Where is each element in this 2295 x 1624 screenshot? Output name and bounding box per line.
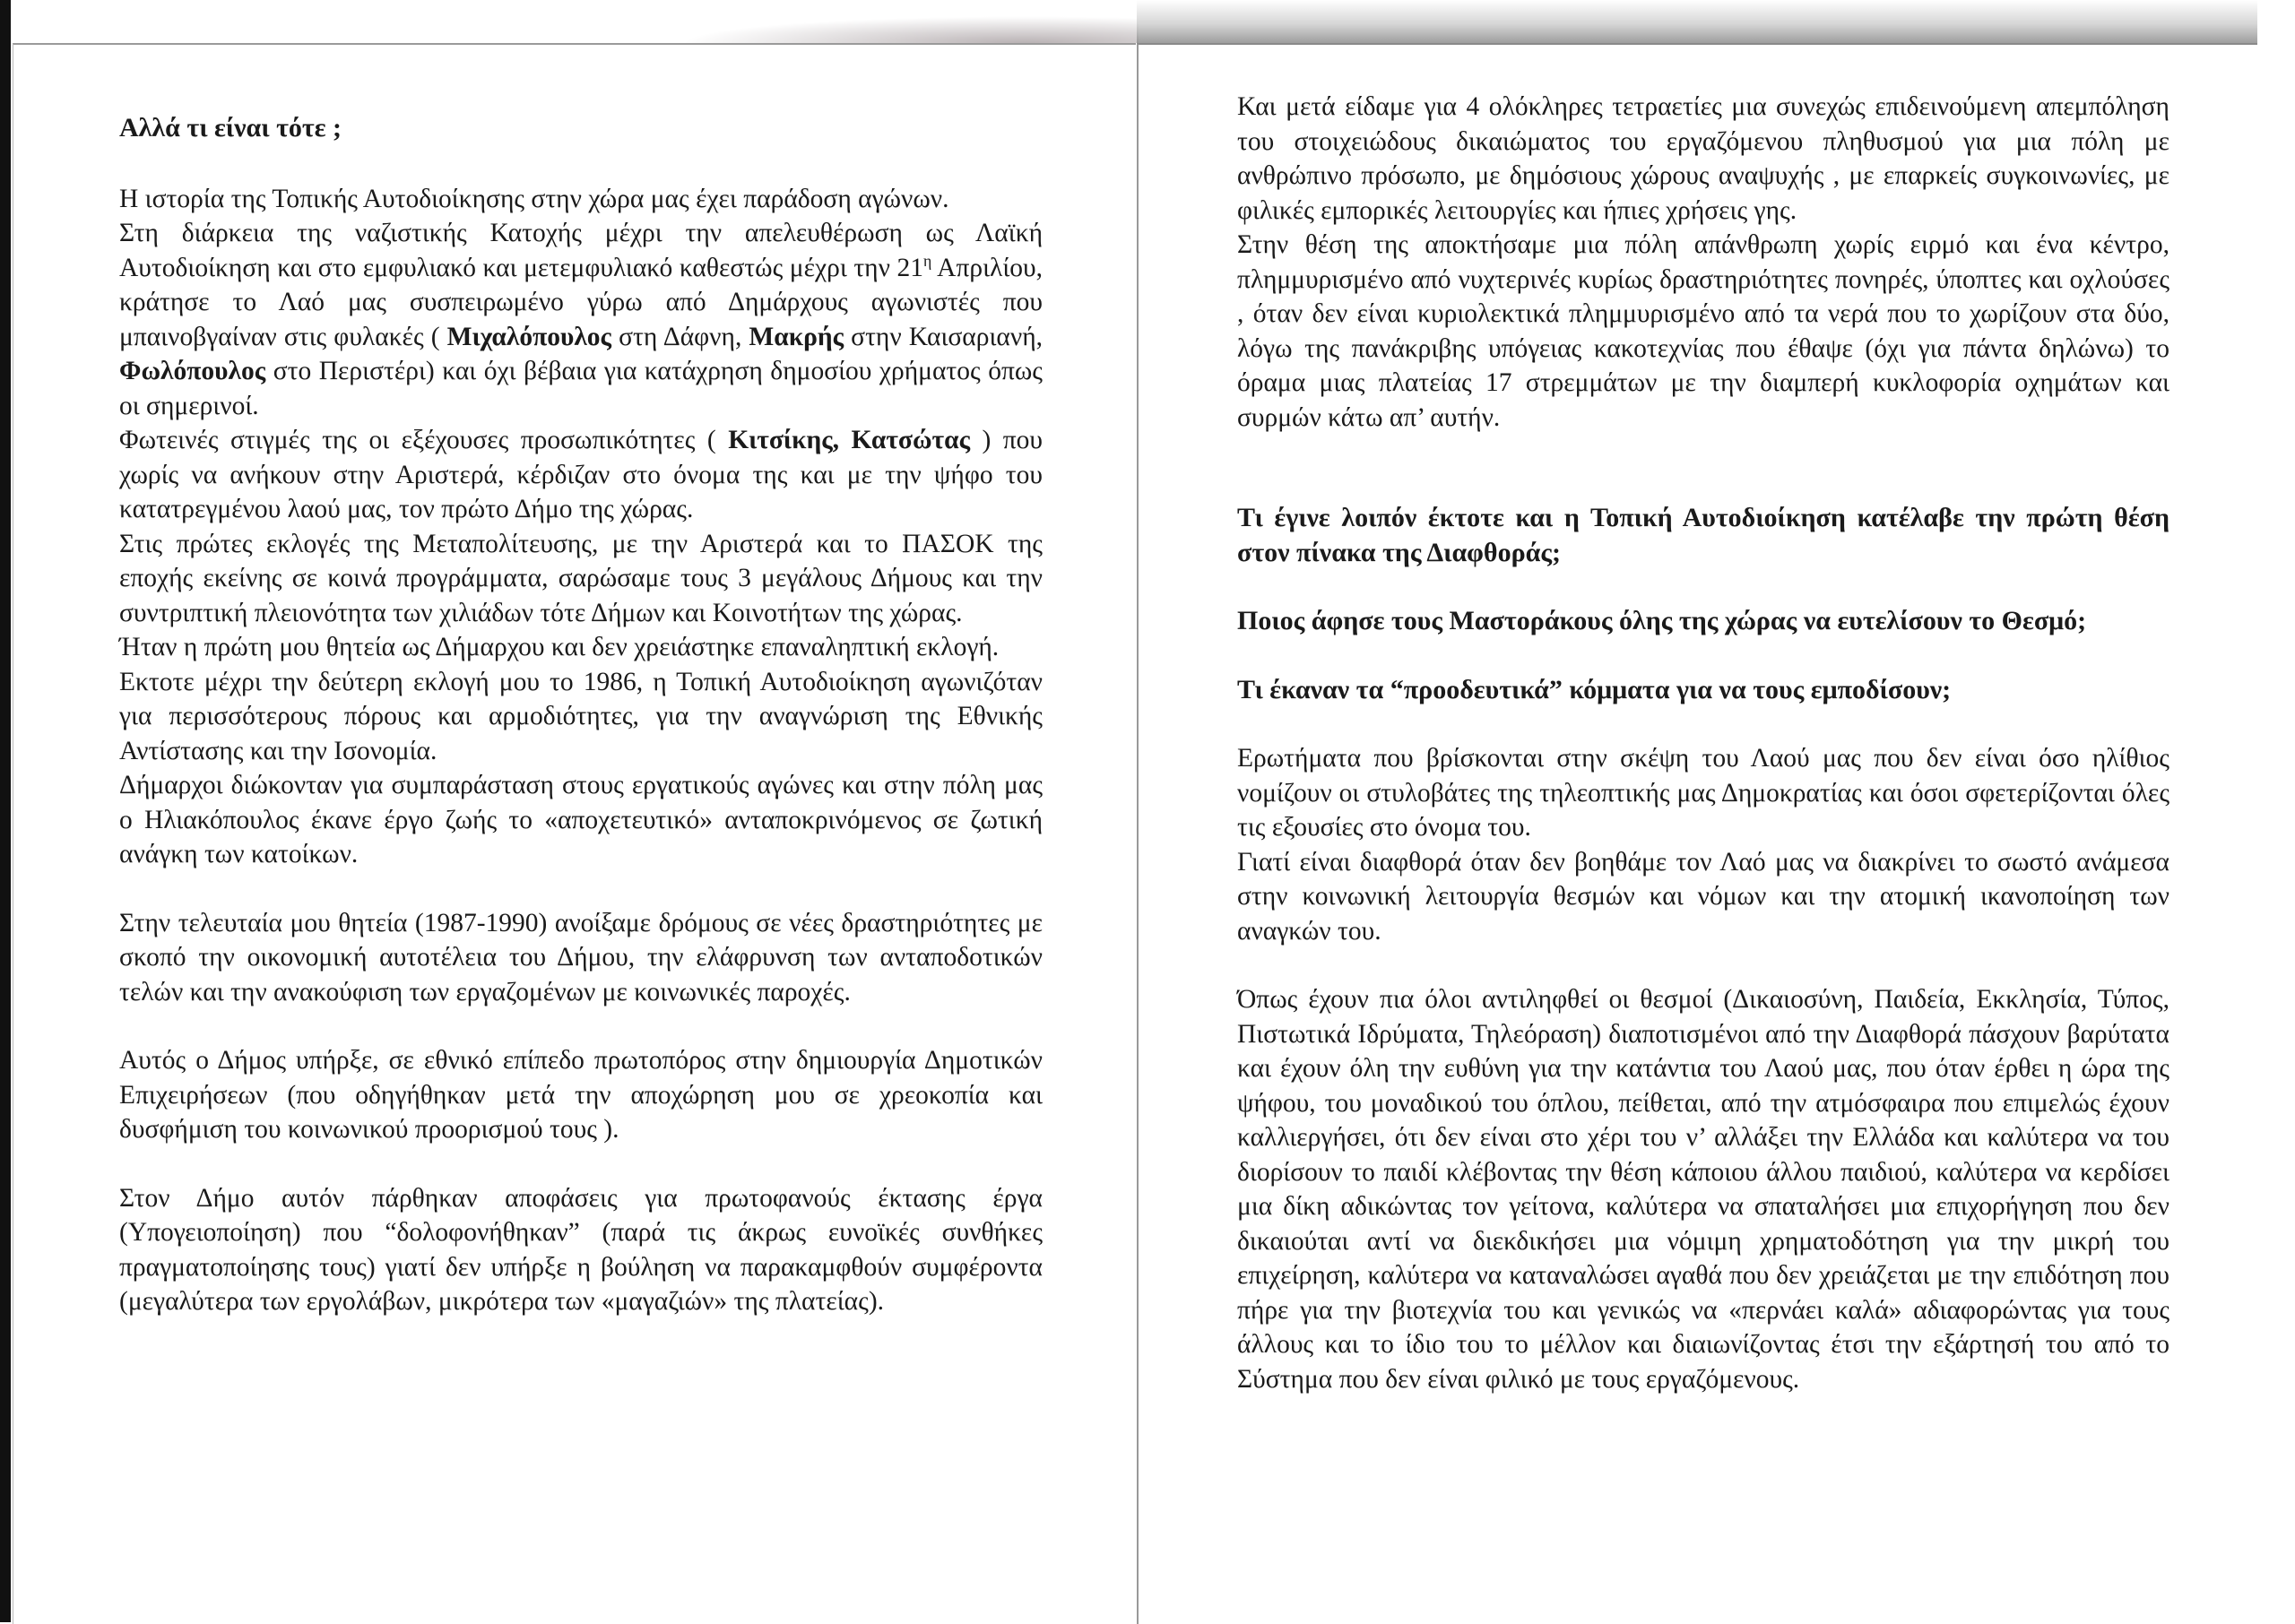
left-page bbox=[13, 43, 1136, 1624]
paragraph: Εκτοτε μέχρι την δεύτερη εκλογή μου το 1986, η Τοπική Αυτοδιοίκηση αγωνιζόταν για περισσότερους πόρους και αρμοδιότητες, για την αναγνώριση της Εθνικής Αντίστασης και την Ισονομία. bbox=[119, 667, 1043, 765]
paragraph: Στον Δήμο αυτόν πάρθηκαν αποφάσεις για πρωτοφανούς έκτασης έργα (Υπογειοποίηση) που “δολοφονήθηκαν” (παρά τις άκρως ευνοϊκές συνθήκες πραγματοποίησης τους) γιατί δεν υπήρξε η βούληση να παρακαμφθούν συμφέροντα (μεγαλύτερα των εργολάβων, μικρότερα των «μαγαζιών» της πλατείας). bbox=[119, 1183, 1043, 1316]
left-page-content bbox=[119, 111, 1043, 1319]
question: Τι έκαναν τα “προοδευτικά” κόμματα για να τους εμποδίσουν; bbox=[1237, 674, 1952, 704]
paragraph: Φωτεινές στιγμές της οι εξέχουσες προσωπικότητες ( Κιτσίκης, Κατσώτας ) που χωρίς να ανήκουν στην Αριστερά, κέρδιζαν στο όνομα της και με την ψήφο του κατατρεγμένου λαού μας, τον πρώτο Δήμο της χώρας. bbox=[119, 426, 1043, 523]
paragraph: Η ιστορία της Τοπικής Αυτοδιοίκησης στην χώρα μας έχει παράδοση αγώνων. bbox=[119, 184, 949, 213]
name-bold: Φωλόπουλος bbox=[119, 357, 266, 385]
name-bold: Μακρής bbox=[749, 322, 844, 351]
questions-block bbox=[1237, 501, 2169, 707]
section-heading: Αλλά τι είναι τότε ; bbox=[119, 113, 342, 143]
paragraph: Και μετά είδαμε για 4 ολόκληρες τετραετίες μια συνεχώς επιδεινούμενη απεμπόληση του στοιχειώδους δικαιώματος του εργαζόμενου πληθυσμού για μια πόλη με ανθρώπινο πρόσωπο, με δημόσιους χώρους αναψυχής , με επαρκείς συγκοινωνίες, με φιλικές εμπορικές λειτουργίες και ήπιες χρήσεις γης. bbox=[1237, 92, 2169, 225]
paragraph: Αυτός ο Δήμος υπήρξε, σε εθνικό επίπεδο πρωτοπόρος στην δημιουργία Δημοτικών Επιχειρήσεων (που οδηγήθηκαν μετά την αποχώρηση μου σε χρεοκοπία και δυσφήμιση του κοινωνικού προορισμού τους ). bbox=[119, 1046, 1043, 1144]
paragraph: Στην τελευταία μου θητεία (1987-1990) ανοίξαμε δρόμους σε νέες δραστηριότητες με σκοπό την οικονομική αυτοτέλεια του Δήμου, την ελάφρυνση των ανταποδοτικών τελών και την ανακούφιση των εργαζομένων με κοινωνικές παροχές. bbox=[119, 908, 1043, 1006]
page-curl-shadow bbox=[681, 16, 1139, 43]
question: Ποιος άφησε τους Μαστοράκους όλης της χώρας να ευτελίσουν το Θεσμό; bbox=[1237, 606, 2087, 635]
right-page-content bbox=[1237, 90, 2169, 1396]
name-bold: Μιχαλόπουλος bbox=[446, 322, 612, 351]
question: Τι έγινε λοιπόν έκτοτε και η Τοπική Αυτοδιοίκηση κατέλαβε την πρώτη θέση στον πίνακα της Διαφθοράς; bbox=[1237, 503, 2169, 567]
paragraph: Όπως έχουν πια όλοι αντιληφθεί οι θεσμοί (Δικαιοσύνη, Παιδεία, Εκκλησία, Τύπος, Πιστωτικά Ιδρύματα, Τηλεόραση) διαποτισμένοι από την Διαφθορά πάσχουν βαρύτατα και έχουν όλη την ευθύνη για την κατάντια του Λαού μας, που όταν έρθει η ώρα της ψήφου, του μοναδικού του όπλου, πείθεται, από την ατμόσφαιρα που επιμελώς έχουν καλλιεργήσει, ότι δεν είναι στο χέρι του ν’ αλλάξει την Ελλάδα και καλύτερα να του διορίσουν το παιδί κλέβοντας την θέση κάποιου άλλου παιδιού, καλύτερα να κερδίσει μια δίκη αδικώντας τον γείτονα, καλύτερα να σπαταλήσει μια επιχορήγηση που δεν δικαιούται αντί να διεκδικήσει μια νόμιμη χρηματοδότηση για την μικρή του επιχείρηση, καλύτερα να καταναλώσει αγαθά που δεν χρειάζεται με την επιδότηση που πήρε για την βιοτεχνία του και γενικώς να «περνάει καλά» αδιαφορώντας για τους άλλους και το ίδιο του το μέλλον και διαιωνίζοντας έτσι την εξάρτησή του από το Σύστημα που δεν είναι φιλικό με τους εργαζόμενους. bbox=[1237, 985, 2169, 1394]
paragraph: Γιατί είναι διαφθορά όταν δεν βοηθάμε τον Λαό μας να διακρίνει το σωστό ανάμεσα στην κοινωνική λειτουργία θεσμών και νόμων και την ατομική ικανοποίηση των αναγκών του. bbox=[1237, 847, 2169, 946]
scan-right-margin bbox=[2257, 43, 2295, 1622]
scan-top-shadow bbox=[1137, 0, 2257, 43]
scan-edge bbox=[0, 0, 11, 1622]
paragraph: Στη διάρκεια της ναζιστικής Κατοχής μέχρι την απελευθέρωση ως Λαϊκή Αυτοδιοίκηση και στο εμφυλιακό και μετεμφυλιακό καθεστώς μέχρι την $21^\eta$ Απριλίου, κράτησε το Λαό μας συσπειρωμένο γύρω από Δημάρχους αγωνιστές που μπαινοβγαίναν στις φυλακές ( Μιχαλόπουλος στη Δάφνη, Μακρής στην Καισαριανή, Φωλόπουλος στο Περιστέρι) και όχι βέβαια για κατάχρηση δημοσίου χρήματος όπως οι σημερινοί. bbox=[119, 219, 1044, 420]
paragraph: Ήταν η πρώτη μου θητεία ως Δήμαρχου και δεν χρειάστηκε επαναληπτική εκλογή. bbox=[119, 633, 1000, 661]
paragraph: Ερωτήματα που βρίσκονται στην σκέψη του Λαού μας που δεν είναι όσο ηλίθιος νομίζουν οι στυλοβάτες της τηλεοπτικής μας Δημοκρατίας και όσοι σφετερίζονται όλες τις εξουσίες στο όνομα του. bbox=[1237, 744, 2169, 842]
paragraph: Στην θέση της αποκτήσαμε μια πόλη απάνθρωπη χωρίς ειρμό και ένα κέντρο, πλημμυρισμένο από νυχτερινές κυρίως δραστηριότητες πονηρές, ύποπτες και οχλούσες , όταν δεν είναι κυριολεκτικά πλημμυρισμένο από τα νερά που το χωρίζουν στα δύο, λόγω της πανάκριβης υπόγειας κακοτεχνίας που έθαψε (όχι για πάντα δηλώνω) το όραμα μιας πλατείας 17 στρεμμάτων με την διαμπερή κυκλοφορία οχημάτων και συρμών κάτω απ’ αυτήν. bbox=[1237, 230, 2169, 432]
right-page bbox=[1137, 43, 2259, 1624]
name-bold: Κιτσίκης, Κατσώτας bbox=[728, 426, 971, 454]
paragraph: Δήμαρχοι διώκονταν για συμπαράσταση στους εργατικούς αγώνες και στην πόλη μας ο Ηλιακόπουλος έκανε έργο ζωής το «αποχετευτικό» ανταποκρινόμενος σε ζωτική ανάγκη των κατοίκων. bbox=[119, 771, 1043, 868]
paragraph: Στις πρώτες εκλογές της Μεταπολίτευσης, με την Αριστερά και το ΠΑΣΟΚ της εποχής εκείνης σε κοινά προγράμματα, σαρώσαμε τους 3 μεγάλους Δήμους και την συντριπτική πλειονότητα των χιλιάδων τότε Δήμων και Κοινοτήτων της χώρας. bbox=[119, 529, 1043, 627]
